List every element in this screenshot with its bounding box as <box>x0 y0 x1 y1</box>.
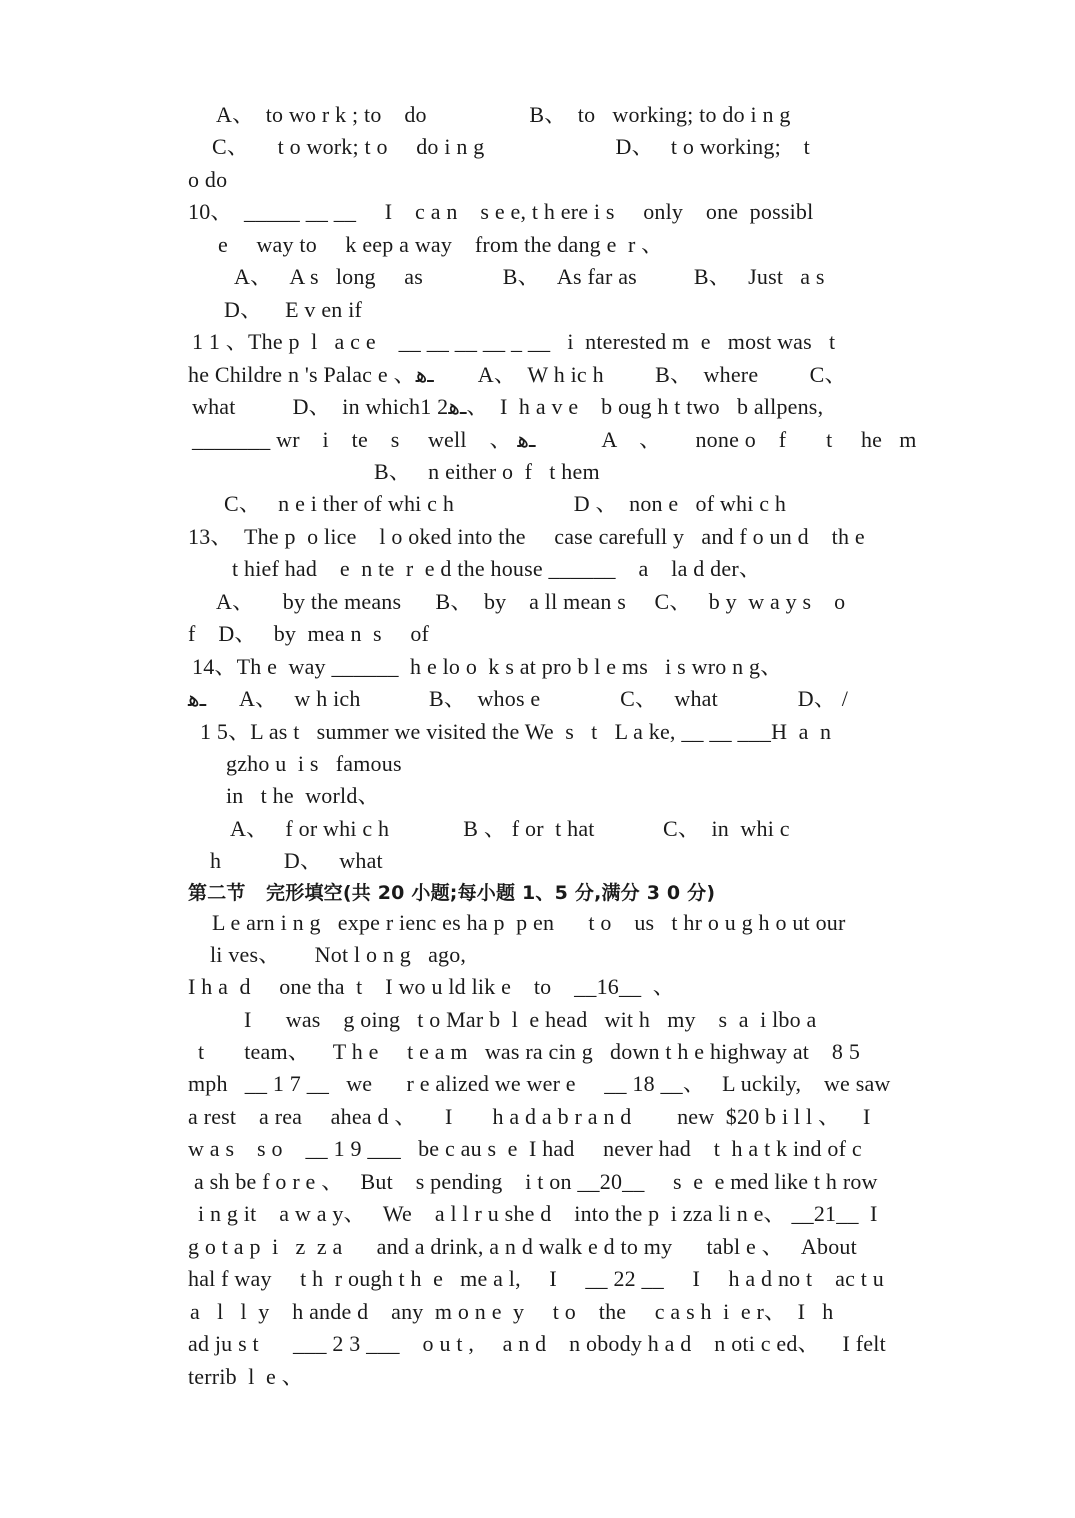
q12-option-b: B、 n either o f t hem <box>374 459 600 484</box>
q11-stem: 1 1 、The p l a c e __ __ __ __ _ __ i nterested m e most was t <box>192 329 836 354</box>
q15-options-abc: A、 f or whi c h B 、 f or t hat C、 in whi c <box>230 816 790 841</box>
q15-stem-cont2: in t he world、 <box>226 783 380 808</box>
passage-line: li ves、 Not l o n g ago, <box>210 942 467 967</box>
passage-line: t team、 T h e t e a m was ra cin g down t h e highway at 8 5 <box>198 1039 861 1064</box>
q14-stem: 14、Th e way ______ h e lo o k s at pro b l e ms i s wro n g、 <box>192 654 783 679</box>
passage-line: ad ju s t ___ 2 3 ___ o u t , a n d n obody h a d n oti c ed、 I felt <box>188 1331 886 1356</box>
q10-stem: 10、 _____ __ __ I c a n s e e, t h ere i s only one possibl <box>188 199 814 224</box>
q13-stem: 13、 The p o lice l o oked into the case carefull y and f o un d th e <box>188 524 865 549</box>
q14-options: ـﻫ A、 w h ich B、 whos e C、 what D、 / <box>188 686 849 711</box>
q10-stem-cont: e way to k eep a way from the dang e r 、 <box>218 232 664 257</box>
q12-stem-cont: _______ wr i te s well 、 ـﻫ A 、 none o f t he m <box>192 427 917 452</box>
q9-options-cd-cont: o do <box>188 167 228 192</box>
q10-option-d: D、 E v en if <box>224 297 363 322</box>
q10-options-abc: A、 A s long as B、 As far as B、 Just a s <box>234 264 825 289</box>
passage-line: L e arn i n g expe r ienc es ha p p en t o us t hr o u g h o ut our <box>212 910 846 935</box>
q11-options-abc: he Childre n 's Palac e 、ـﻫ A、 W h ic h B、 where C、 <box>188 362 847 387</box>
passage-line: terrib l e 、 <box>188 1364 304 1389</box>
q15-option-d: h D、 what <box>210 848 383 873</box>
passage-line: a rest a rea ahea d 、 I h a d a b r a n d new $20 b i l l 、 I <box>188 1104 871 1129</box>
passage-line: a sh be f o r e 、 But s pending i t on __20__ s e e med like t h row <box>194 1169 878 1194</box>
passage-line: I was g oing t o Mar b l e head wit h my s a i lbo a <box>244 1007 817 1032</box>
section-heading: 第二节 完形填空(共 20 小题;每小题 1、5 分,满分 3 0 分) <box>188 882 716 904</box>
q12-options-cd: C、 n e i ther of whi c h D 、 non e of whi c h <box>224 491 787 516</box>
q15-stem: 1 5、L as t summer we visited the We s t L a ke, __ __ ___H a n <box>200 719 832 744</box>
q11-option-d-q12-stem: what D、 in which1 2ـﻫ、 I h a v e b oug h t two b allpens, <box>192 394 824 419</box>
q9-options-ab: A、 to wo r k ; to do B、 to working; to do i n g <box>216 102 791 127</box>
passage-line: g o t a p i z z a and a drink, a n d walk e d to my tabl e 、 About <box>188 1234 857 1259</box>
q15-stem-cont: gzho u i s famous <box>226 751 402 776</box>
q13-stem-cont: t hief had e n te r e d the house ______ a la d der、 <box>232 556 762 581</box>
passage-line: a l l y h ande d any m o n e y t o the c a s h i e r、 I h <box>190 1299 834 1324</box>
passage-line: i n g it a w a y、 We a l l r u she d into the p i zza li n e、 __21__ I <box>198 1201 878 1226</box>
q13-options-abc: A、 by the means B、 by a ll mean s C、 b y w a y s o <box>216 589 846 614</box>
q13-option-d: f D、 by mea n s of <box>188 621 430 646</box>
passage-line: mph __ 1 7 __ we r e alized we wer e __ 18 __、 L uckily, we saw <box>188 1071 891 1096</box>
passage-line: w a s s o __ 1 9 ___ be c au s e I had never had t h a t k ind of c <box>188 1136 862 1161</box>
passage-line: hal f way t h r ough t h e me a l, I __ 22 __ I h a d no t ac t u <box>188 1266 884 1291</box>
passage-line: I h a d one tha t I wo u ld lik e to __16__ 、 <box>188 974 675 999</box>
q9-options-cd: C、 t o work; t o do i n g D、 t o working; t <box>212 134 810 159</box>
